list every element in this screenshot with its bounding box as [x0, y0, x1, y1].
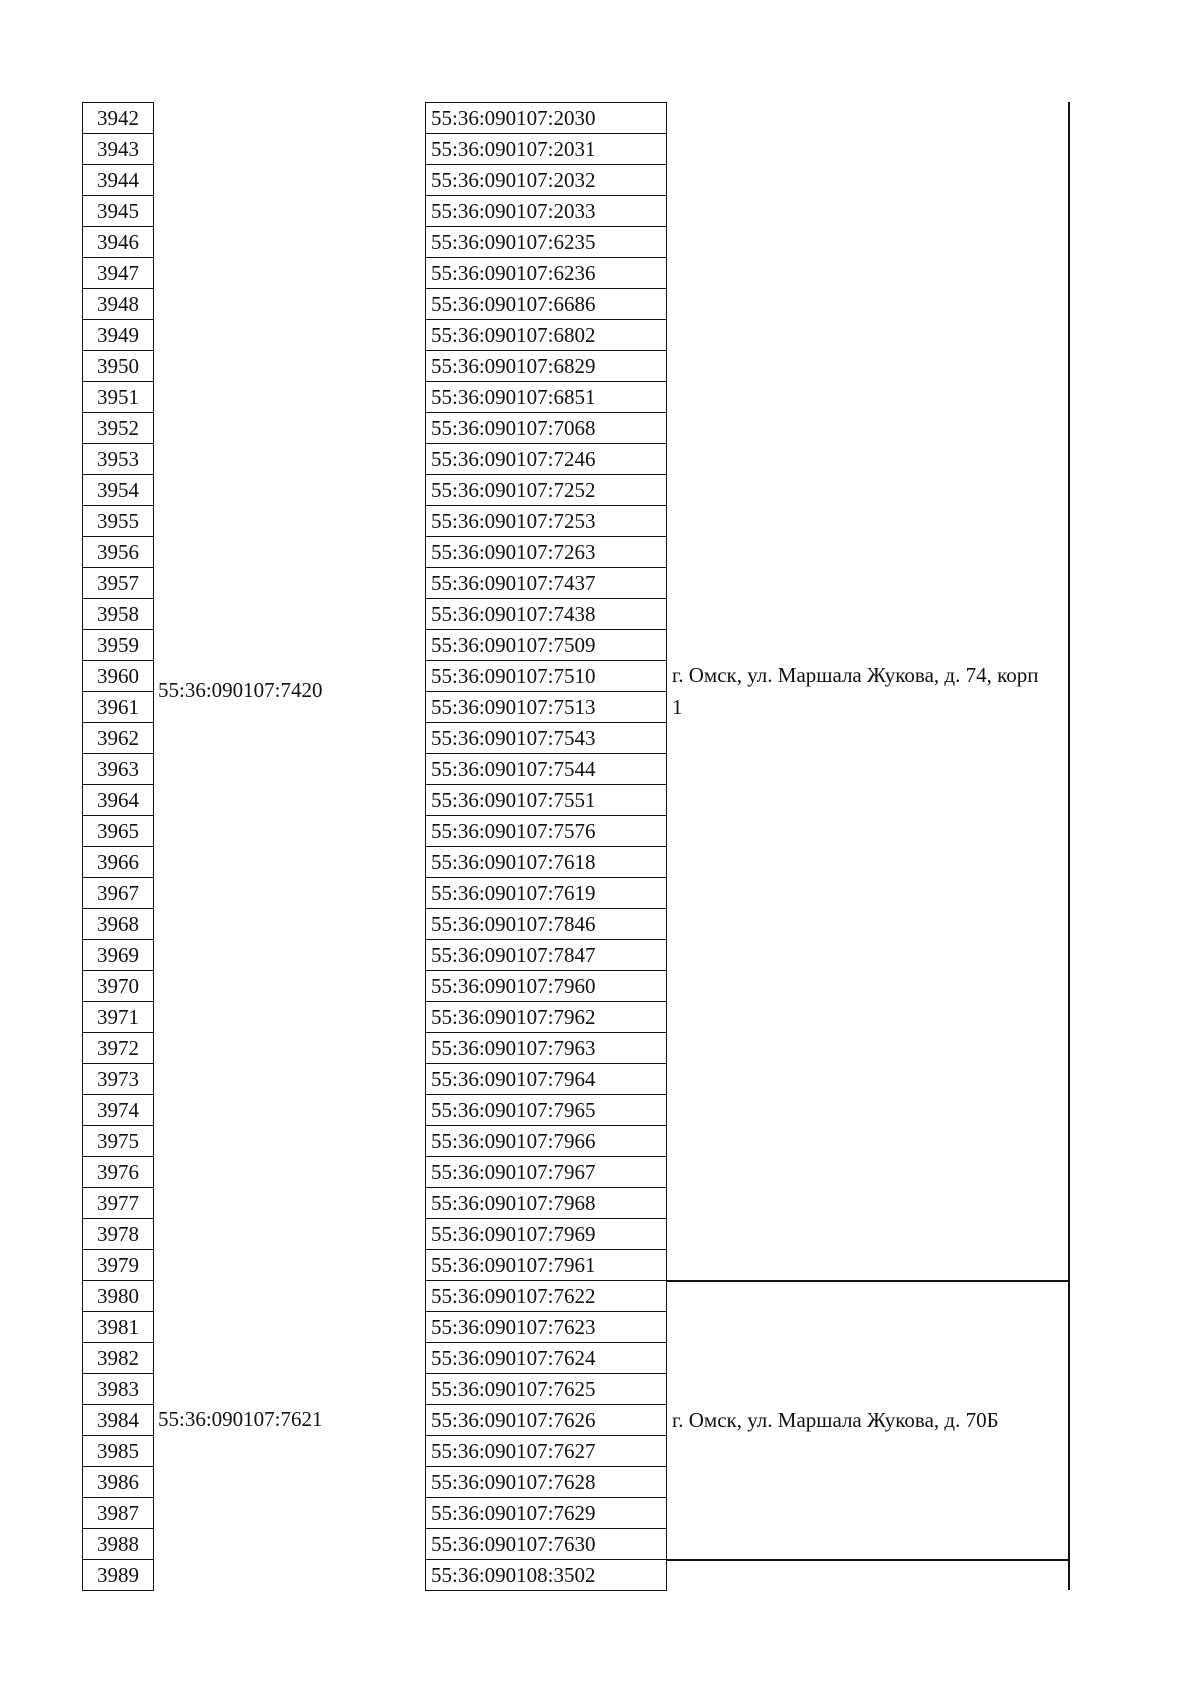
- row-number: 3968: [82, 908, 154, 940]
- cadastral-number: 55:36:090107:7627: [425, 1435, 667, 1467]
- row-number: 3942: [82, 102, 154, 134]
- cadastral-number: 55:36:090107:7624: [425, 1342, 667, 1374]
- cadastral-number: 55:36:090107:7253: [425, 505, 667, 537]
- row-number: 3985: [82, 1435, 154, 1467]
- row-number: 3974: [82, 1094, 154, 1126]
- row-number: 3972: [82, 1032, 154, 1064]
- cadastral-number: 55:36:090107:7630: [425, 1528, 667, 1560]
- row-number: 3976: [82, 1156, 154, 1188]
- cadastral-number: 55:36:090107:7960: [425, 970, 667, 1002]
- cadastral-number: 55:36:090107:2030: [425, 102, 667, 134]
- cadastral-number: 55:36:090107:7961: [425, 1249, 667, 1281]
- cadastral-number: 55:36:090107:7966: [425, 1125, 667, 1157]
- row-number: 3966: [82, 846, 154, 878]
- row-number: 3959: [82, 629, 154, 661]
- row-number: 3977: [82, 1187, 154, 1219]
- cadastral-number: 55:36:090107:7963: [425, 1032, 667, 1064]
- cadastral-number: 55:36:090107:7543: [425, 722, 667, 754]
- row-number: 3962: [82, 722, 154, 754]
- row-number: 3952: [82, 412, 154, 444]
- cadastral-number: 55:36:090107:7252: [425, 474, 667, 506]
- cadastral-number: 55:36:090107:7962: [425, 1001, 667, 1033]
- row-number: 3963: [82, 753, 154, 785]
- row-number: 3971: [82, 1001, 154, 1033]
- cadastral-number: 55:36:090107:6829: [425, 350, 667, 382]
- row-number: 3956: [82, 536, 154, 568]
- cadastral-number: 55:36:090107:7576: [425, 815, 667, 847]
- cadastral-number: 55:36:090107:7068: [425, 412, 667, 444]
- cadastral-number: 55:36:090107:7967: [425, 1156, 667, 1188]
- row-number: 3979: [82, 1249, 154, 1281]
- row-number: 3960: [82, 660, 154, 692]
- cadastral-number: 55:36:090107:7969: [425, 1218, 667, 1250]
- row-number: 3986: [82, 1466, 154, 1498]
- cadastral-number: 55:36:090107:7968: [425, 1187, 667, 1219]
- parent-cadastral-number: [154, 1564, 158, 1588]
- cadastral-number: 55:36:090107:6686: [425, 288, 667, 320]
- row-number: 3973: [82, 1063, 154, 1095]
- row-number: 3975: [82, 1125, 154, 1157]
- row-number: 3988: [82, 1528, 154, 1560]
- cadastral-number: 55:36:090107:7513: [425, 691, 667, 723]
- cadastral-number: 55:36:090107:7509: [425, 629, 667, 661]
- cadastral-number: 55:36:090107:7551: [425, 784, 667, 816]
- cadastral-number: 55:36:090107:7246: [425, 443, 667, 475]
- row-number: 3984: [82, 1404, 154, 1436]
- cadastral-number: 55:36:090107:7263: [425, 536, 667, 568]
- parent-cadastral-number: 55:36:090107:7621: [158, 1406, 323, 1431]
- row-number: 3944: [82, 164, 154, 196]
- cadastral-number: 55:36:090107:7965: [425, 1094, 667, 1126]
- row-number: 3958: [82, 598, 154, 630]
- cadastral-number: 55:36:090107:7846: [425, 908, 667, 940]
- cadastral-number: 55:36:090107:7625: [425, 1373, 667, 1405]
- cadastral-number: 55:36:090108:3502: [425, 1559, 667, 1591]
- row-number: 3961: [82, 691, 154, 723]
- row-number: 3943: [82, 133, 154, 165]
- row-number: 3981: [82, 1311, 154, 1343]
- address: г. Омск, ул. Маршала Жукова, д. 70Б: [672, 1407, 999, 1432]
- cadastral-number: 55:36:090107:6851: [425, 381, 667, 413]
- row-number: 3978: [82, 1218, 154, 1250]
- row-number: 3948: [82, 288, 154, 320]
- cadastral-number: 55:36:090107:2032: [425, 164, 667, 196]
- address: г. Омск, ул. Маршала Жукова, д. 74, корп 1: [672, 663, 1039, 719]
- cadastral-number: 55:36:090107:7628: [425, 1466, 667, 1498]
- cadastral-number: 55:36:090107:7622: [425, 1280, 667, 1312]
- cadastral-number: 55:36:090107:7964: [425, 1063, 667, 1095]
- cadastral-number: 55:36:090107:6802: [425, 319, 667, 351]
- table-right-border: [1068, 102, 1070, 1590]
- cadastral-number: 55:36:090107:2033: [425, 195, 667, 227]
- parent-cadastral-number: 55:36:090107:7420: [158, 678, 323, 702]
- cadastral-number: 55:36:090107:7623: [425, 1311, 667, 1343]
- row-number: 3949: [82, 319, 154, 351]
- row-number: 3947: [82, 257, 154, 289]
- row-number: 3965: [82, 815, 154, 847]
- row-number: 3953: [82, 443, 154, 475]
- cadastral-number: 55:36:090107:7847: [425, 939, 667, 971]
- row-number: 3982: [82, 1342, 154, 1374]
- row-number: 3967: [82, 877, 154, 909]
- cadastral-number: 55:36:090107:7618: [425, 846, 667, 878]
- row-number: 3946: [82, 226, 154, 258]
- cadastral-number: 55:36:090107:6236: [425, 257, 667, 289]
- row-number: 3955: [82, 505, 154, 537]
- row-number: 3957: [82, 567, 154, 599]
- row-number: 3980: [82, 1280, 154, 1312]
- cadastral-number: 55:36:090107:7544: [425, 753, 667, 785]
- row-number: 3954: [82, 474, 154, 506]
- row-number: 3970: [82, 970, 154, 1002]
- cadastral-number: 55:36:090107:2031: [425, 133, 667, 165]
- cadastral-number: 55:36:090107:7629: [425, 1497, 667, 1529]
- row-number: 3964: [82, 784, 154, 816]
- cadastral-number: 55:36:090107:6235: [425, 226, 667, 258]
- row-number: 3987: [82, 1497, 154, 1529]
- cadastral-number: 55:36:090107:7626: [425, 1404, 667, 1436]
- cadastral-number: 55:36:090107:7619: [425, 877, 667, 909]
- cadastral-number: 55:36:090107:7510: [425, 660, 667, 692]
- group-separator: [667, 1559, 1068, 1561]
- cadastral-number: 55:36:090107:7438: [425, 598, 667, 630]
- row-number: 3945: [82, 195, 154, 227]
- row-number: 3983: [82, 1373, 154, 1405]
- row-number: 3969: [82, 939, 154, 971]
- row-number: 3950: [82, 350, 154, 382]
- row-number: 3989: [82, 1559, 154, 1591]
- group-separator: [667, 1280, 1068, 1282]
- cadastral-number: 55:36:090107:7437: [425, 567, 667, 599]
- row-number: 3951: [82, 381, 154, 413]
